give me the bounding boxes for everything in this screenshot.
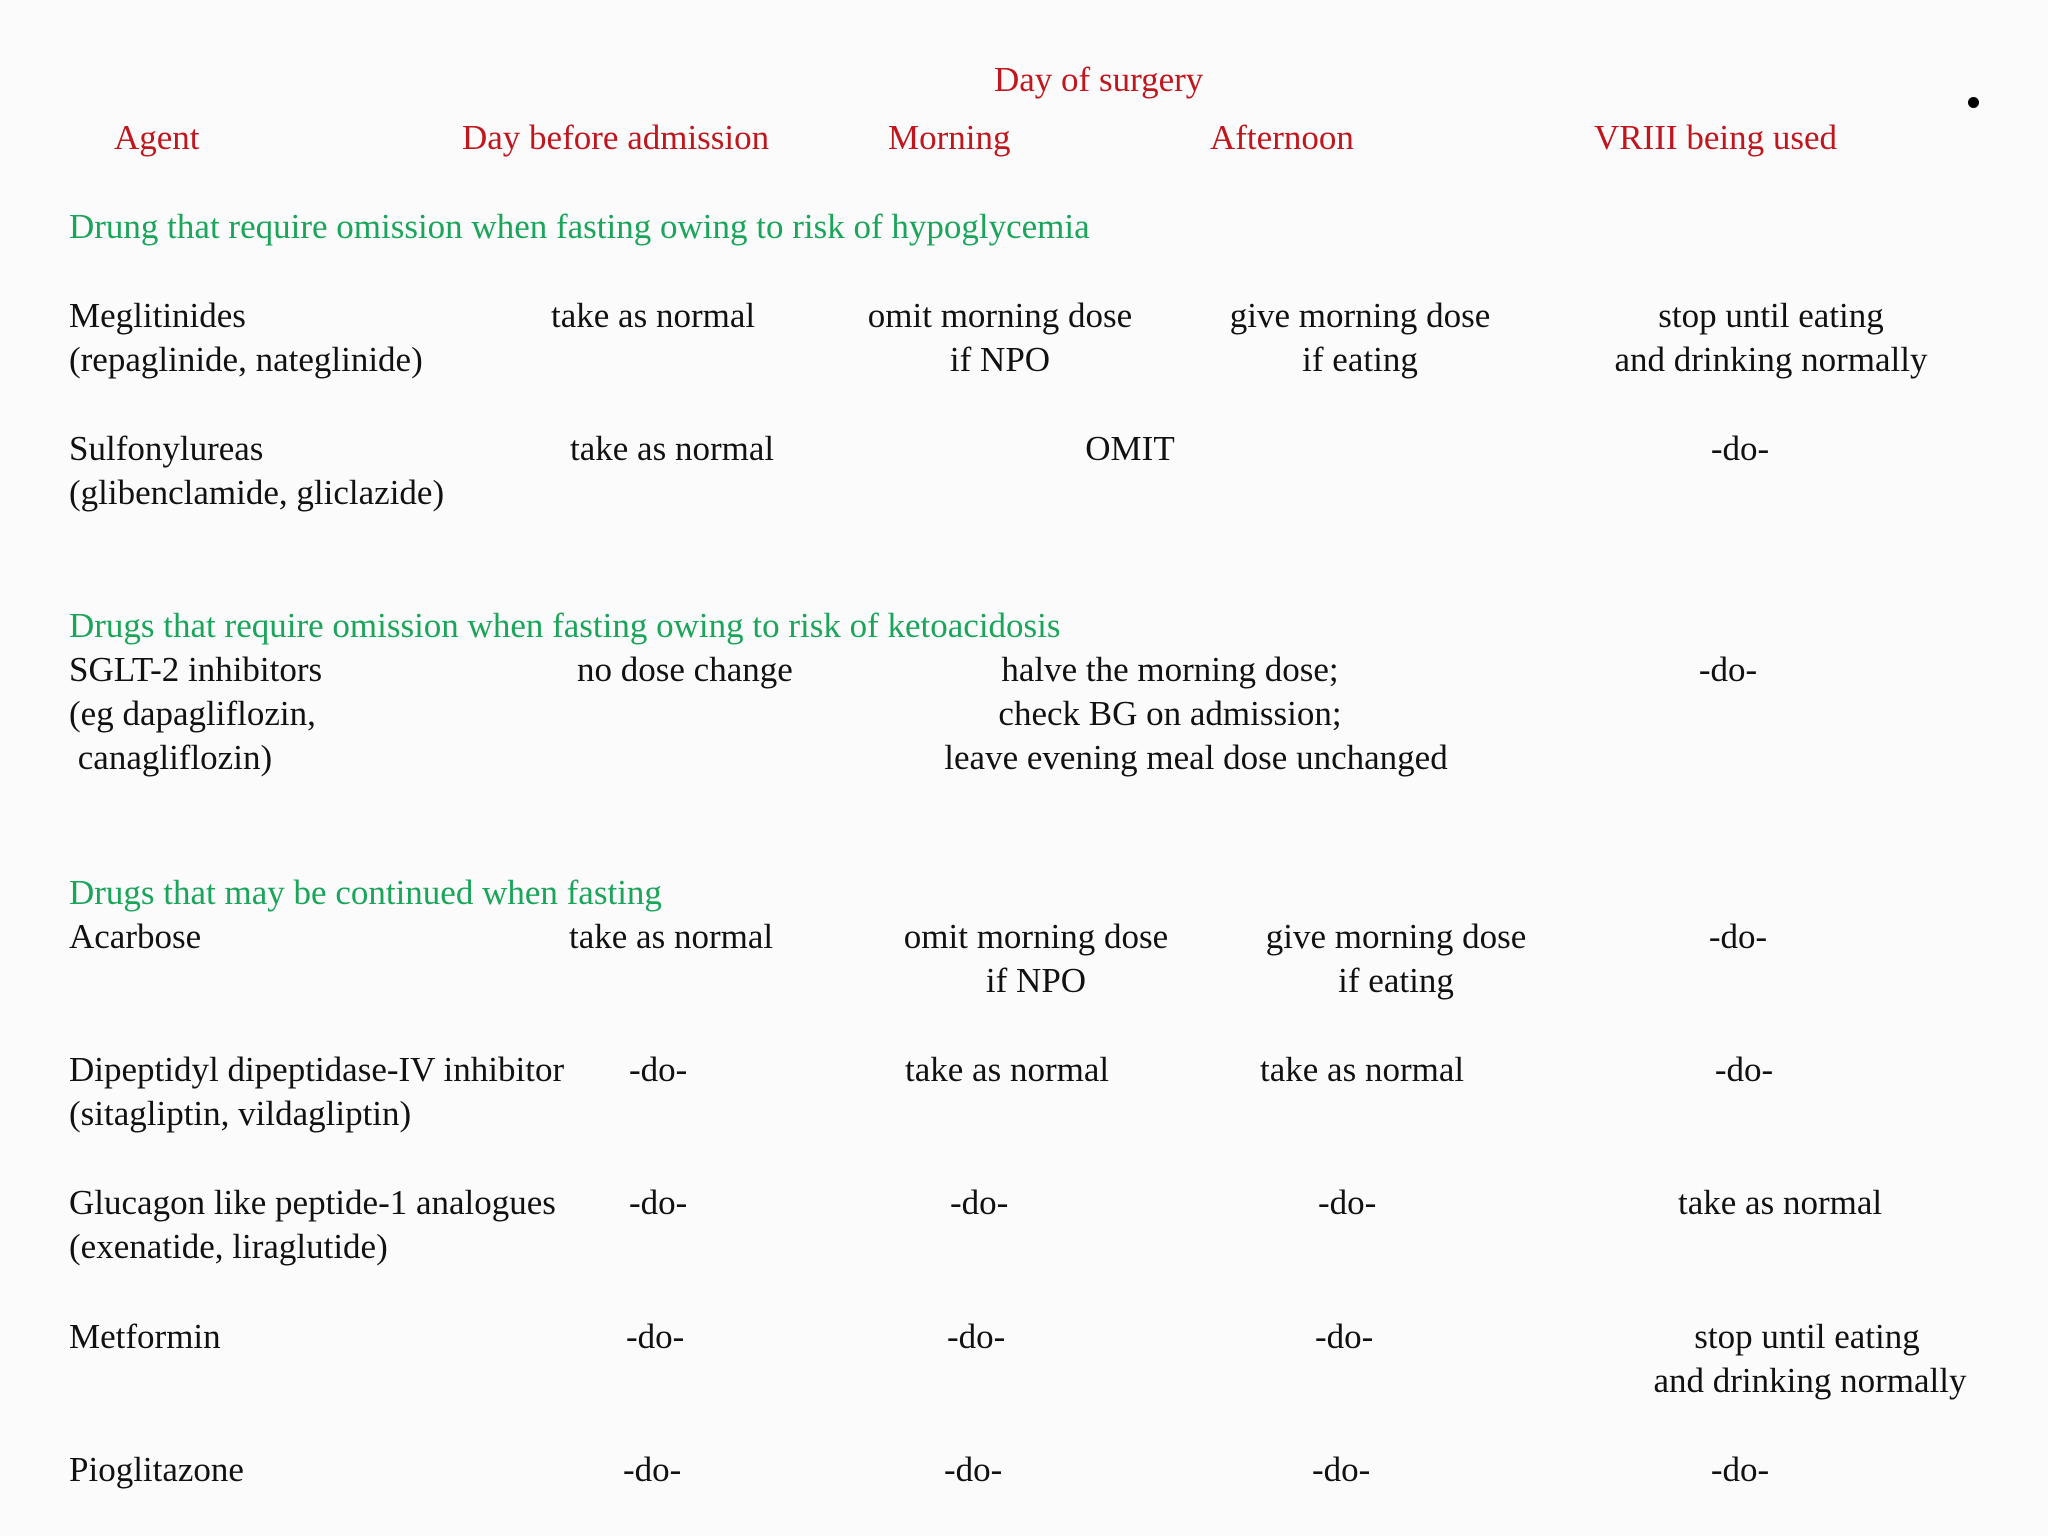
- afternoon-cell: -do-: [1312, 1450, 1371, 1489]
- vriii-cell: -do-: [1710, 429, 1770, 468]
- morning-cell: -do-: [947, 1317, 1006, 1356]
- agent-examples: (exenatide, liraglutide): [69, 1227, 388, 1266]
- afternoon-cell-line-2: if eating: [1302, 340, 1418, 379]
- agent-examples: (glibenclamide, gliclazide): [69, 473, 445, 512]
- vriii-cell-line-2: and drinking normally: [1653, 1361, 1967, 1400]
- vriii-cell: -do-: [1698, 650, 1758, 689]
- day-before-cell: -do-: [629, 1050, 688, 1089]
- afternoon-cell: -do-: [1315, 1317, 1374, 1356]
- agent-name: SGLT-2 inhibitors: [69, 650, 323, 689]
- morning-afternoon-cell-line-3: leave evening meal dose unchanged: [944, 738, 1448, 777]
- morning-cell-line-2: if NPO: [949, 340, 1051, 379]
- column-header-day-before: Day before admission: [462, 118, 770, 157]
- morning-afternoon-cell: OMIT: [1085, 429, 1175, 468]
- column-header-vriii: VRIII being used: [1594, 118, 1838, 157]
- day-before-cell: no dose change: [577, 650, 793, 689]
- agent-name: Metformin: [69, 1317, 221, 1356]
- vriii-cell: -do-: [1710, 1450, 1770, 1489]
- morning-cell: -do-: [944, 1450, 1003, 1489]
- agent-examples: (sitagliptin, vildagliptin): [69, 1094, 412, 1133]
- column-header-agent: Agent: [114, 118, 200, 157]
- agent-examples: (repaglinide, nateglinide): [69, 340, 423, 379]
- agent-name: Pioglitazone: [69, 1450, 244, 1489]
- day-before-cell: -do-: [626, 1317, 685, 1356]
- day-of-surgery-heading: Day of surgery: [994, 60, 1204, 99]
- agent-name: Dipeptidyl dipeptidase-IV inhibitor: [69, 1050, 565, 1089]
- morning-cell: -do-: [950, 1183, 1009, 1222]
- morning-cell: take as normal: [905, 1050, 1110, 1089]
- afternoon-cell: give morning dose: [1229, 296, 1491, 335]
- day-before-cell: take as normal: [569, 917, 774, 956]
- agent-name: Meglitinides: [69, 296, 246, 335]
- day-before-cell: take as normal: [570, 429, 775, 468]
- column-header-morning: Morning: [888, 118, 1011, 157]
- morning-cell: omit morning dose: [903, 917, 1169, 956]
- afternoon-cell: give morning dose: [1265, 917, 1527, 956]
- morning-afternoon-cell-line-2: check BG on admission;: [998, 694, 1342, 733]
- day-before-cell: take as normal: [551, 296, 756, 335]
- section-title-ketoacidosis: Drugs that require omission when fasting owing to risk of ketoacidosis: [69, 606, 1061, 645]
- day-before-cell: -do-: [623, 1450, 682, 1489]
- vriii-cell: -do-: [1714, 1050, 1774, 1089]
- morning-cell: omit morning dose: [867, 296, 1133, 335]
- vriii-cell: stop until eating: [1658, 296, 1884, 335]
- afternoon-cell-line-2: if eating: [1338, 961, 1454, 1000]
- bullet-dot: [1968, 97, 1979, 108]
- agent-name: Glucagon like peptide-1 analogues: [69, 1183, 556, 1222]
- vriii-cell: -do-: [1708, 917, 1768, 956]
- morning-afternoon-cell: halve the morning dose;: [1001, 650, 1339, 689]
- morning-cell-line-2: if NPO: [985, 961, 1087, 1000]
- agent-name: Acarbose: [69, 917, 202, 956]
- section-title-continued: Drugs that may be continued when fasting: [69, 873, 662, 912]
- agent-examples-line-2: canagliflozin): [69, 738, 273, 777]
- column-header-afternoon: Afternoon: [1210, 118, 1354, 157]
- day-before-cell: -do-: [629, 1183, 688, 1222]
- agent-name: Sulfonylureas: [69, 429, 264, 468]
- vriii-cell-line-2: and drinking normally: [1614, 340, 1928, 379]
- section-title-hypoglycemia: Drung that require omission when fasting owing to risk of hypoglycemia: [69, 207, 1090, 246]
- vriii-cell: take as normal: [1678, 1183, 1883, 1222]
- afternoon-cell: take as normal: [1260, 1050, 1465, 1089]
- agent-examples: (eg dapagliflozin,: [69, 694, 316, 733]
- afternoon-cell: -do-: [1318, 1183, 1377, 1222]
- vriii-cell: stop until eating: [1694, 1317, 1920, 1356]
